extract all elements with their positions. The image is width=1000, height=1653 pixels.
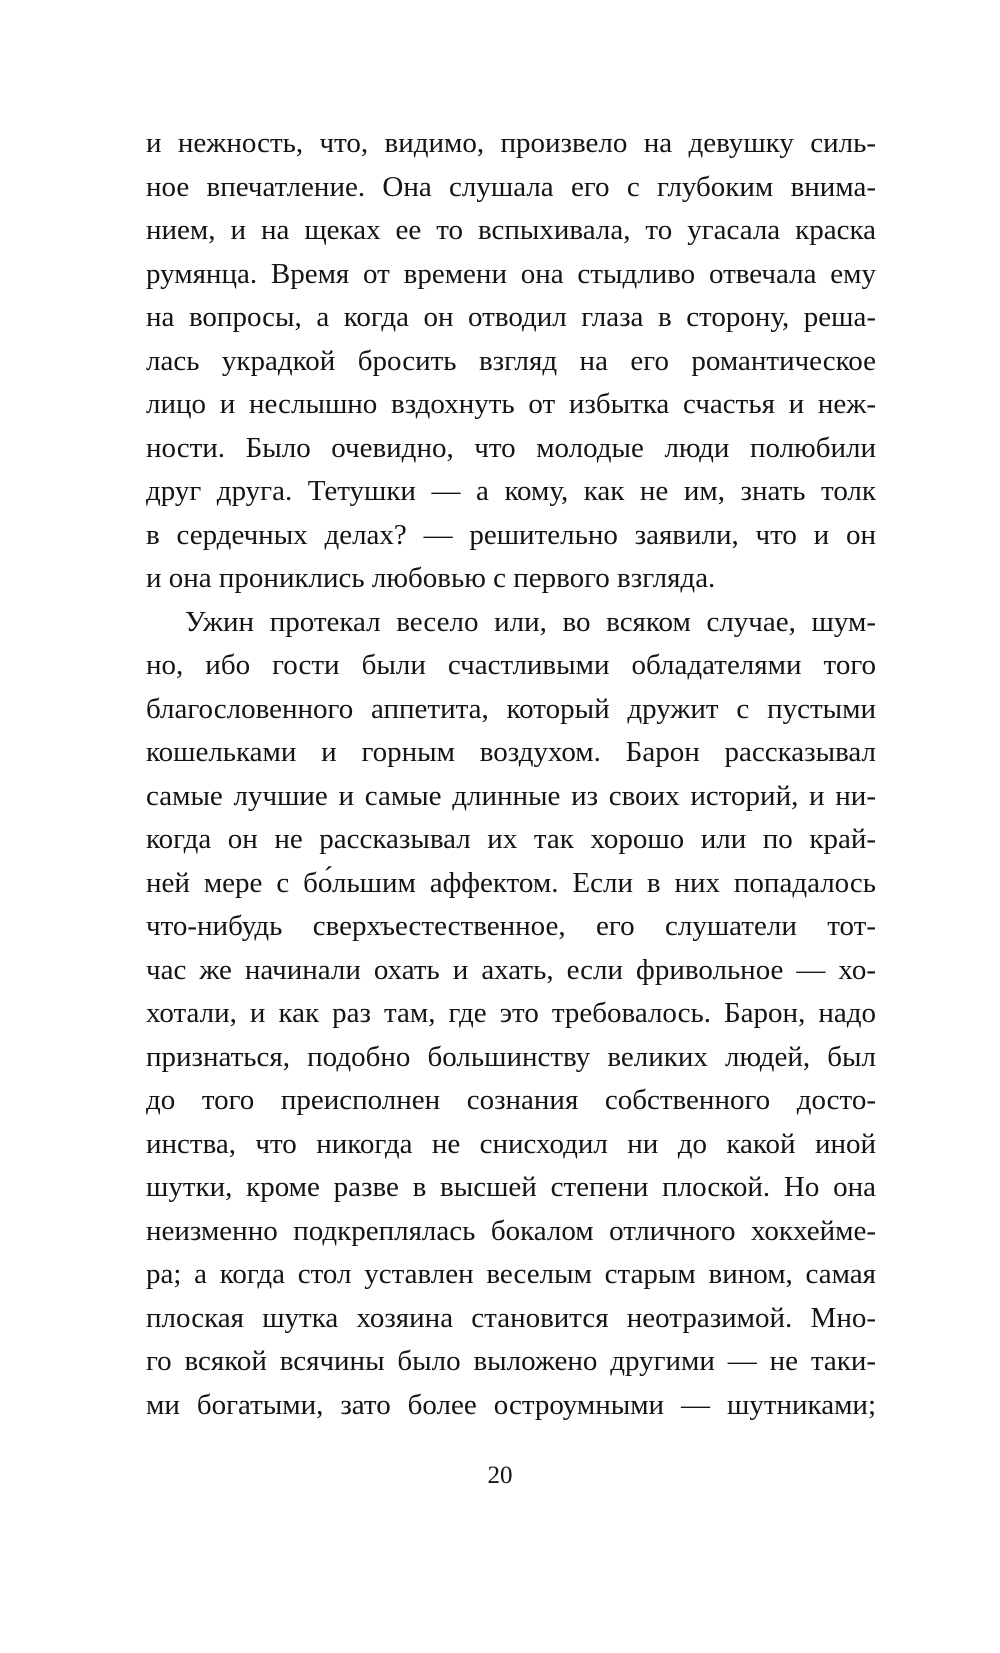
text-line: ми богатыми, зато более остроумными — шутниками; <box>146 1388 876 1421</box>
text-line: ней мере с бо́льшим аффектом. Если в них попадалось <box>146 866 876 899</box>
body-text <box>146 122 876 1427</box>
text-line: благословенного аппетита, который дружит с пустыми <box>146 692 876 725</box>
text-line: шутки, кроме разве в высшей степени плоской. Но она <box>146 1171 876 1203</box>
text-line: когда он не рассказывал их так хорошо или по край- <box>146 823 876 855</box>
text-line: ности. Было очевидно, что молодые люди полюбили <box>146 431 876 464</box>
text-line: и она прониклись любовью с первого взгляда. <box>146 562 716 594</box>
text-line: друг друга. Тетушки — а кому, как не им, знать толк <box>146 475 876 507</box>
text-line: самые лучшие и самые длинные из своих историй, и ни- <box>146 779 876 812</box>
text-line: лась украдкой бросить взгляд на его романтическое <box>146 344 876 377</box>
text-line: лицо и неслышно вздохнуть от избытка счастья и неж- <box>146 388 876 420</box>
text-line: ра; а когда стол уставлен веселым старым вином, самая <box>146 1258 876 1290</box>
text-line: неизменно подкреплялась бокалом отличного хокхейме- <box>146 1214 876 1247</box>
text-line: го всякой всячины было выложено другими — не таки- <box>146 1345 876 1377</box>
text-line: что-нибудь сверхъестественное, его слушатели тот- <box>146 910 876 942</box>
text-line: нием, и на щеках ее то вспыхивала, то угасала краска <box>146 214 876 246</box>
paragraph-1 <box>146 122 876 601</box>
text-line: в сердечных делах? — решительно заявили, что и он <box>146 518 876 551</box>
text-line: хотали, и как раз там, где это требовалось. Барон, надо <box>146 997 876 1029</box>
text-line: признаться, подобно большинству великих людей, был <box>146 1040 876 1073</box>
text-line: но, ибо гости были счастливыми обладателями того <box>146 649 876 681</box>
paragraph-2 <box>146 601 876 1428</box>
text-line: и нежность, что, видимо, произвело на девушку силь- <box>146 127 876 159</box>
text-line: плоская шутка хозяина становится неотразимой. Мно- <box>146 1301 876 1334</box>
text-line: румянца. Время от времени она стыдливо отвечала ему <box>146 257 876 290</box>
text-line: на вопросы, а когда он отводил глаза в сторону, реша- <box>146 301 876 333</box>
text-line: до того преисполнен сознания собственного досто- <box>146 1084 876 1116</box>
text-line: кошельками и горным воздухом. Барон рассказывал <box>146 736 876 768</box>
text-line: Ужин протекал весело или, во всяком случае, шум- <box>185 605 876 638</box>
text-line: инства, что никогда не снисходил ни до какой иной <box>146 1127 876 1160</box>
page-number: 20 <box>487 1462 513 1489</box>
text-line: ное впечатление. Она слушала его с глубоким внима- <box>146 170 876 203</box>
text-line: час же начинали охать и ахать, если фривольное — хо- <box>146 953 876 986</box>
